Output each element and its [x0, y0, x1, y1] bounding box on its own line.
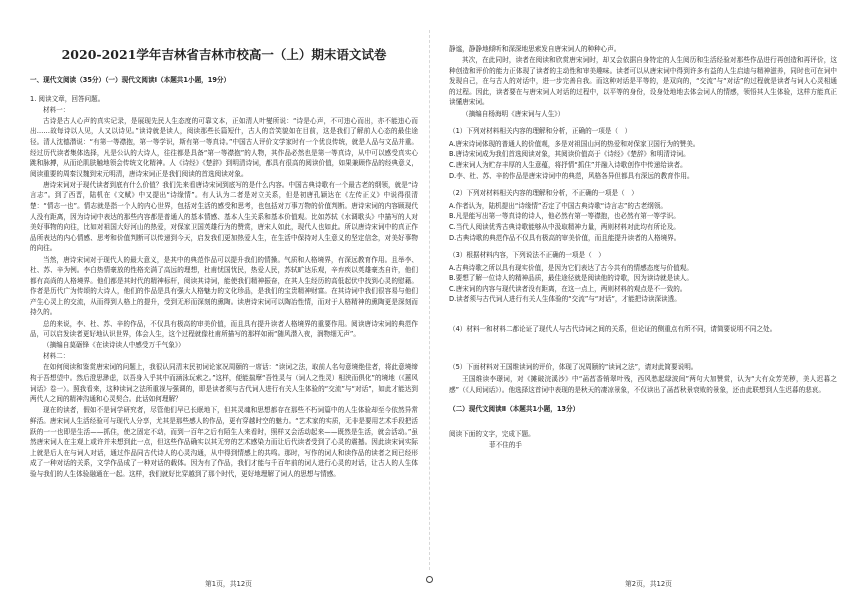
option-a: A.作者认为，陆机提出“诗缘情”否定了中国古典诗歌“诗言志”的古老纲领。: [449, 201, 667, 210]
question-4: （4）材料一和材料二都论证了现代人与古代诗词之间的关系，但论证的侧重点有所不同，请简要说明不同之处。: [449, 325, 777, 334]
paragraph: 现在的读者，假如不是词学研究者，尽管他们早已长眠地下，但其灵魂和思想都存在那些不朽词篇中的人生体验却至今依然异常鲜活。唐宋词人生活经验可与现代人分享，尤其是那些感人的作品，更有穿越时空的魅力。“艺术家的实质，无非是要用艺术手段把活跃的一一也即是生活——抓住，使之固定不动，而到一百年之后有陌生人来看时，照样又会活动起来——既然是生活，就会活动。”虽然唐宋词人在主观上或许并未想到此一点，但这些作品确实以其无穷的艺术感染力而让后代读者受到了心灵的震撼。因此读宋词实际上就是后人在与词人对话，通过作品同古代诗人的心灵沟通，从中得到情感上的共鸣。那时，写作的词人和读作品的读者之间已经形成了一种对话的关系，文学作品成了一种对话的载体。因为有了作品，我们才能与千百年前的词人进行心灵的对话，让古人的人生体验与我们的人生体验融通在一起。这样，我们就好比穿越到了那个时代，更好地理解了词人的思想与情感。: [30, 406, 418, 478]
paragraph: 静谧，静静地倾听和深深地思索发自唐宋词人的种种心声。: [449, 45, 621, 53]
option-a: A.唐宋诗词体现的普通人的价值观，多是对祖国山河的热爱和对保家卫国行为的赞美。: [449, 139, 700, 148]
section-heading: （二）现代文阅读Ⅱ（本题共1小题，13分）: [449, 404, 580, 413]
option-b: B.凡是能写出第一等真诗的诗人，他必然有第一等襟抱，也必然有第一等学识。: [449, 212, 680, 221]
option-b: B.唐诗宋词成为我们首选阅读对象，其阅读价值高于《诗经》《楚辞》和明清诗词。: [449, 150, 690, 159]
option-b: B.要想了解一位诗人的精神品质，最佳途径就是阅读他的诗歌，因为读诗就是读人。: [449, 274, 693, 283]
left-page: [30, 0, 418, 480]
passage-title: 菲不住的手: [489, 440, 522, 449]
question-1: （1）下列对材料相关内容的理解和分析，正确的一项是（ ）: [449, 127, 632, 136]
option-d: D.读者须与古代词人进行有关人生体验的“交流”与“对话”，才能把诗读深读透。: [449, 295, 681, 304]
paragraph: 其次，在此同时，读者在阅读和欣赏唐宋词时，却又会依据自身特定的人生阅历和生活经验对那些作品进行再创造和再评价，这种创造和评价的能力正体现了读者的主动性和审美趣味。读者可以从唐宋词中得到许多有益的人生启迪与精神滋养，同时也可在词中发现自己，在与古人的对话中，进一步完善自我。而这种对话是平等的，是双向的，“交流”与“对话”的过程就是读者与词人心灵相通的过程。因此，读者要在与唐宋词人对话的过程中，以平等的身份，设身处地地去体会词人的情感，领悟其人生体验，这样方能真正读懂唐宋词。: [449, 56, 837, 107]
paragraph: 当然，唐诗宋词对于现代人的最大意义，是其中的典范作品可以提升我们的情操。气质和人格境界，有深远教育作用。且举李、杜、苏、辛为例。李白热情豪放的性格充满了高远的理想，杜甫忧国忧民，热爱人民，苏轼旷达乐观，辛弃疾以英雄豪杰自许，他们都有高尚的人格境界。他们都是其时代的精神标杆，阅读其诗词，能使我们精神振奋，在其人生经历的高低起伏中找到心灵的慰藉。作者是历代广为传颂的大诗人，他们的作品是具有强大人格魅力的文化珍品，是我们的宝贵精神财富。在其诗词中我们很容易与他们产生心灵上的交流，从而得到人格上的提升，受到无形而深刻的熏陶。读唐诗宋词可以陶冶性情，而对于人格精神的熏陶更是深刻而持久的。: [30, 255, 418, 317]
option-a: A.古典诗歌之所以具有现实价值，是因为它们表达了古今共有的情感态度与价值观。: [449, 263, 693, 272]
right-page: [449, 0, 837, 451]
option-c: C.当代人阅读优秀古典诗歌能够从中汲取精神力量，两则材料对此均有所论及。: [449, 222, 680, 231]
paragraph: 总的来说，李、杜、苏、辛的作品，不仅具有极高的审美价值，而且具有提升读者人格境界的重要作用。阅读唐诗宋词的典范作品，可以启发读者更好地认识世界，体会人生，这个过程就像杜甫所描写的那样如雨“随风潜入夜，润物细无声”。: [30, 319, 418, 339]
section-heading: 一、现代文阅读（35分）（一）现代文阅读Ⅰ（本题共1小题，19分）: [30, 76, 231, 84]
paragraph: 唐诗宋词对于现代读者到底有什么价值？我们先来看唐诗宋词到底写的是什么内容。中国古典诗歌有一个最古老的纲领，就是“诗言志”。到了西晋，陆机在《文赋》中又提出“诗缘情”。有人认为二者是对立关系，但是初唐孔颖达在《左传正义》中说得很清楚：“情志一也”。情志就是指一个人的内心世界，包括对生活的感受和思考，也包括对万事万物的价值判断。唐诗宋词的内容顾现代人没有距离，因为诗词中表达的那些内容都是普通人的基本情感、基本人生关系和基本价值观。比如苏轼《水调歌头》中描写的人对美好事物的向往，比如对祖国大好河山的热爱，对保家卫国英雄行为的赞赏，唐宋人如此，现代人也如此。所以唐诗宋词中的真正作品所表达的内心情感、思考和价值判断可以传递到今天，启发我们更加热爱人生，在生活中保持对人生意义的坚定信念，对美好事物的向往。: [30, 180, 418, 253]
question-5: （5）下面材料对王国维读词的评价，体现了况周颐的“读词之法”，请对此简要说明。: [449, 362, 698, 371]
question-stem: 1. 阅读文章，回答问题。: [30, 94, 105, 103]
paragraph: 古诗是古人心声的真实记录，是展现先民人生态度的可靠文本，正如清人叶燮所说：“诗是心声，不可违心而出，亦不能违心而出……故每诗以人见，人又以诗见。”读诗就是读人，阅读那些长篇短什，古人的音笑貌如在目前，这是我们了解前人心态的最佳途径。清人沈德潜说：“有第一等襟抱，第一等学识，斯有第一等真诗。”中国古人评价文学家时有一个优良传统，就是人品与文品并重。经过历代读者集体选择，凡是公认的大诗人，往往都是具备“第一等襟抱”的人物，其作品必然也是第一等真诗，从中可以感受真实心跳和脉搏，从而论肌肤触地领会传统文化精神。人《诗经》《楚辞》到明清诗词，都具有很高的阅读价值，如果兼顾作品的经典意义，阅读重要的周秦汉魏到宋元明清，唐诗宋词正是我们阅读的首选阅读对象。: [30, 116, 418, 178]
source-note: （摘编自杨海明《唐宋词与人生》）: [462, 109, 565, 118]
source-note: （摘编自莫砺锋《在读诗读人中感受万千气象》）: [43, 341, 185, 350]
paragraph: 在如何阅读和鉴赏唐宋词的问题上，我很认同清末民初词论家况周颐的一席话：“读词之法，取前人名句意境绝佳者，将此意境缔构于吾想望中。然后澄思渺虑，以吾身入乎其中而涵泳玩索之。”这样，便能揣摩“吾性灵与（词人之性灵）相浃而俱化”的境地（《蕙风词话》卷一）。照我看来，这种读词之法所重视与强调的，即是读者须与古代词人进行有关人生体验的“交流”与“对话”，如此才能达到两代人之间的精神沟通和心灵契合。此话如何理解？: [30, 363, 418, 404]
paragraph: 王国维读李璟词，对《摊破浣溪沙》中“菡萏香销翠叶残，西风愁起绿波间”两句大加赞赏，认为“大有众芳芜秽，美人迟暮之感”（《人间词话》）。他选择这首词中表现的是秋天的凄凉景象，不仅读出了菡萏秋景衰败的景象，还由此联想到人生迟暮的悲哀。: [449, 375, 837, 394]
material-label: 材料二：: [43, 352, 70, 361]
question-2: （2）下列对材料相关内容的理解和分析，不正确的一项是（ ）: [449, 189, 638, 198]
option-c: C.唐宋词的内容与现代读者没有距离，在这一点上，两则材料的观点是不一致的。: [449, 284, 687, 293]
question-3: （3）根据材料内容，下列说法不正确的一项是（ ）: [449, 251, 605, 260]
page-divider: [429, 30, 430, 570]
option-d: D.古典诗歌的典范作品不仅具有极高的审美价值，而且能提升读者的人格境界。: [449, 233, 681, 242]
option-c: C.唐宋词人为贮存丰厚的人生意蕴，将抒情“抓住”并融入诗歌创作中传递给读者。: [449, 160, 687, 169]
option-d: D.李、杜、苏、辛的作品是唐宋诗词中的典范，风格各异但都具有深远的教育作用。: [449, 171, 694, 180]
exam-title: 2020-2021学年吉林省吉林市校高一（上）期末语文试卷: [61, 47, 387, 62]
material-label: 材料一：: [43, 105, 70, 114]
question-stem: 阅读下面的文字，完成下题。: [449, 429, 535, 438]
page-number-left: 第1页，共12页: [205, 580, 252, 588]
circle-icon: [426, 576, 433, 583]
page-number-right: 第2页，共12页: [625, 580, 672, 588]
